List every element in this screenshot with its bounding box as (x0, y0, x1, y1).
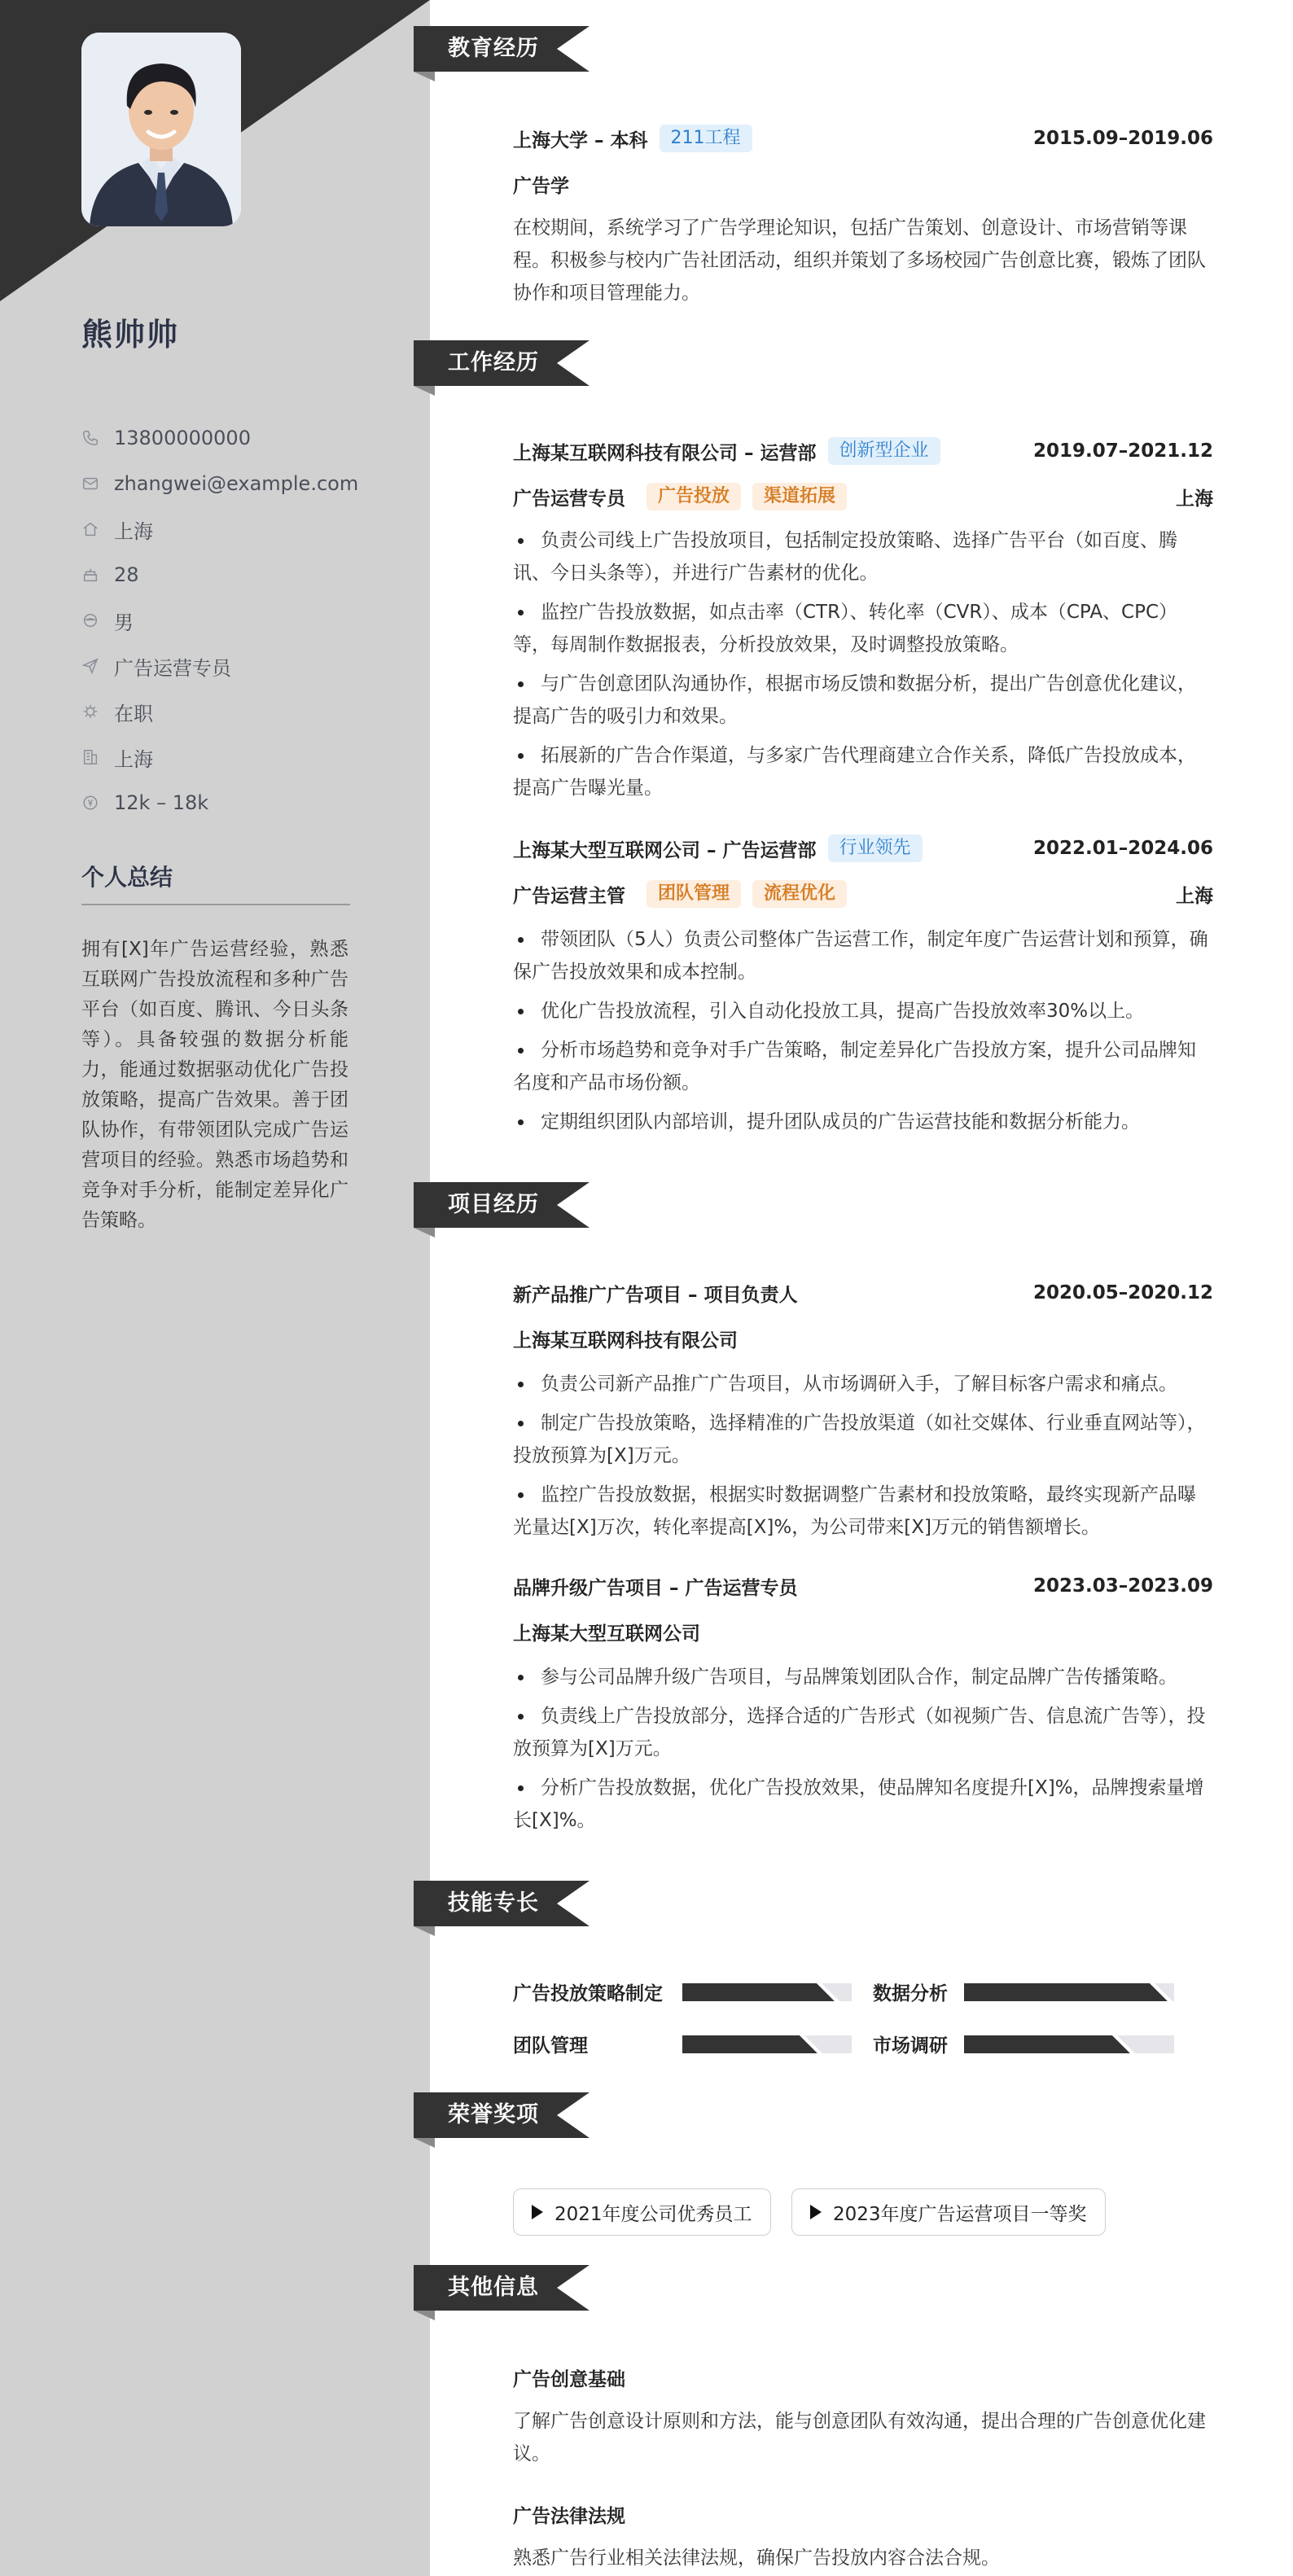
role-tag: 团队管理 (646, 880, 741, 908)
contact-position (81, 643, 358, 689)
contact-address (81, 506, 358, 552)
contact-value: 13800000000 (114, 427, 251, 449)
list-item: 拓展新的广告合作渠道，与多家广告代理商建立合作关系，降低广告投放成本，提高广告曝光量。 (513, 739, 1213, 804)
list-item: 分析市场趋势和竞争对手广告策略，制定差异化广告投放方案，提升公司品牌知名度和产品市场份额。 (513, 1034, 1213, 1099)
project-period: 2023.03–2023.09 (1032, 1575, 1213, 1597)
project-period: 2020.05–2020.12 (1032, 1282, 1213, 1303)
candidate-name: 熊帅帅 (81, 317, 180, 353)
list-item: 制定广告投放策略，选择精准的广告投放渠道（如社交媒体、行业垂直网站等），投放预算为[X]万元。 (513, 1407, 1213, 1472)
contact-city (81, 734, 358, 780)
work-city: 上海 (1176, 488, 1213, 510)
list-item: 监控广告投放数据，根据实时数据调整广告素材和投放策略，最终实现新产品曝光量达[X]万次，转化率提高[X]%，为公司带来[X]万元的销售额增长。 (513, 1479, 1213, 1544)
section-heading-projects (414, 1182, 590, 1228)
other-item-title-row (513, 2499, 1213, 2529)
skill-name: 广告投放策略制定 (513, 1983, 663, 2004)
company-name: 上海某大型互联网公司 – 广告运营部 (513, 839, 817, 861)
skill-name: 市场调研 (873, 2035, 948, 2057)
work-period: 2022.01–2024.06 (1032, 838, 1213, 859)
award-badge (791, 2188, 1106, 2236)
award-title: 2023年度广告运营项目一等奖 (833, 2203, 1087, 2225)
list-item: 监控广告投放数据，如点击率（CTR）、转化率（CVR）、成本（CPA、CPC）等，每周制作数据报表，分析投放效果，及时调整投放策略。 (513, 596, 1213, 661)
section-heading-awards (414, 2092, 590, 2138)
cake-icon (81, 566, 99, 584)
company-tag: 创新型企业 (828, 437, 940, 465)
list-item: 负责公司新产品推广广告项目，从市场调研入手，了解目标客户需求和痛点。 (513, 1368, 1213, 1400)
skill-level-fill (964, 1983, 1174, 2001)
contact-status (81, 689, 358, 734)
project-company: 上海某互联网科技有限公司 (513, 1330, 738, 1352)
skill-level-fill (682, 1983, 852, 2001)
skill-name: 团队管理 (513, 2035, 588, 2057)
mail-icon (81, 475, 99, 493)
play-icon (532, 2205, 543, 2219)
contact-value: 在职 (114, 702, 153, 725)
company-name: 上海某互联网科技有限公司 – 运营部 (513, 442, 817, 464)
skill-level-bar (964, 2035, 1174, 2053)
other-item-title: 广告创意基础 (513, 2368, 625, 2390)
section-title: 其他信息 (448, 2275, 539, 2300)
section-title: 工作经历 (448, 350, 539, 375)
contact-gender (81, 598, 358, 643)
project-title: 新产品推广广告项目 – 项目负责人 (513, 1284, 798, 1306)
section-heading-other (414, 2265, 590, 2311)
other-item-title: 广告法律法规 (513, 2505, 625, 2527)
skill-level-bar (682, 2035, 852, 2053)
skill-level-bar (964, 1983, 1174, 2001)
skill-name: 数据分析 (873, 1983, 948, 2004)
education-period: 2015.09–2019.06 (1032, 128, 1213, 149)
work-header (513, 834, 1213, 863)
contact-value: 上海 (114, 747, 153, 771)
section-heading-work (414, 340, 590, 386)
home-icon (81, 520, 99, 538)
sidebar (0, 0, 430, 2576)
list-item: 定期组织团队内部培训，提升团队成员的广告运营技能和数据分析能力。 (513, 1106, 1213, 1138)
contact-value: 广告运营专员 (114, 656, 231, 680)
school-tag: 211工程 (660, 125, 752, 152)
education-major-row (513, 169, 1213, 199)
work-header (513, 436, 1213, 466)
section-title: 教育经历 (448, 36, 539, 61)
section-heading-skills (414, 1881, 590, 1926)
company-tag: 行业领先 (828, 835, 923, 862)
list-item: 参与公司品牌升级广告项目，与品牌策划团队合作，制定品牌广告传播策略。 (513, 1661, 1213, 1693)
education-description: 在校期间，系统学习了广告学理论知识，包括广告策划、创意设计、市场营销等课程。积极参与校内广告社团活动，组织并策划了多场校园广告创意比赛，锻炼了团队协作和项目管理能力。 (513, 217, 1206, 304)
work-role-row (513, 879, 1213, 909)
work-role-row (513, 482, 1213, 511)
skill-level-bar (682, 1983, 852, 2001)
gender-icon (81, 611, 99, 629)
award-badge (513, 2188, 771, 2236)
project-company-row (513, 1324, 1213, 1353)
project-bullets (513, 1368, 1213, 1550)
summary-title: 个人总结 (81, 864, 173, 891)
role-title: 广告运营主管 (513, 885, 625, 907)
role-tag: 广告投放 (646, 483, 741, 510)
contact-value: 28 (114, 563, 139, 586)
building-icon (81, 748, 99, 766)
section-title: 荣誉奖项 (448, 2102, 539, 2127)
work-period: 2019.07–2021.12 (1032, 440, 1213, 462)
other-item-description: 了解广告创意设计原则和方法，能与创意团队有效沟通，提出合理的广告创意优化建议。 (513, 2411, 1206, 2464)
contact-age (81, 552, 358, 598)
list-item: 带领团队（5人）负责公司整体广告运营工作，制定年度广告运营计划和预算，确保广告投放效果和成本控制。 (513, 923, 1213, 988)
profile-photo (81, 33, 241, 226)
contact-value: 上海 (114, 519, 153, 543)
project-company-row (513, 1617, 1213, 1646)
list-item: 负责公司线上广告投放项目，包括制定投放策略、选择广告平台（如百度、腾讯、今日头条等），并进行广告素材的优化。 (513, 524, 1213, 589)
list-item: 优化广告投放流程，引入自动化投放工具，提高广告投放效率30%以上。 (513, 995, 1213, 1027)
role-tag: 流程优化 (752, 880, 847, 908)
other-item-title-row (513, 2363, 1213, 2392)
summary-divider (81, 904, 350, 905)
section-title: 技能专长 (448, 1890, 539, 1916)
work-bullets (513, 923, 1213, 1145)
send-icon (81, 657, 99, 675)
list-item: 负责线上广告投放部分，选择合适的广告形式（如视频广告、信息流广告等），投放预算为[X]万元。 (513, 1700, 1213, 1765)
school-name: 上海大学 – 本科 (513, 129, 648, 151)
work-city: 上海 (1176, 885, 1213, 907)
list-item: 与广告创意团队沟通协作，根据市场反馈和数据分析，提出广告创意优化建议，提高广告的吸引力和效果。 (513, 668, 1213, 733)
work-bullets (513, 524, 1213, 811)
role-title: 广告运营专员 (513, 488, 625, 510)
project-header (513, 1571, 1213, 1601)
phone-icon (81, 429, 99, 447)
contact-salary (81, 780, 358, 826)
award-title: 2021年度公司优秀员工 (554, 2203, 752, 2225)
contact-phone (81, 415, 358, 461)
other-item-description: 熟悉广告行业相关法律法规，确保广告投放内容合法合规。 (513, 2548, 1000, 2569)
skill-level-fill (682, 2035, 852, 2053)
play-icon (810, 2205, 822, 2219)
contact-value: 12k – 18k (114, 791, 209, 814)
skill-level-fill (964, 2035, 1174, 2053)
contact-list (81, 415, 358, 826)
major: 广告学 (513, 175, 569, 197)
role-tag: 渠道拓展 (752, 483, 847, 510)
list-item: 分析广告投放数据，优化广告投放效果，使品牌知名度提升[X]%，品牌搜索量增长[X]%。 (513, 1772, 1213, 1837)
section-title: 项目经历 (448, 1192, 539, 1217)
salary-icon (81, 794, 99, 812)
project-title: 品牌升级广告项目 – 广告运营专员 (513, 1577, 798, 1599)
contact-email (81, 461, 358, 506)
status-icon (81, 703, 99, 721)
project-company: 上海某大型互联网公司 (513, 1623, 700, 1645)
contact-value: 男 (114, 611, 134, 634)
project-header (513, 1278, 1213, 1308)
contact-value: zhangwei@example.com (114, 472, 359, 495)
section-heading-education (414, 26, 590, 72)
project-bullets (513, 1661, 1213, 1843)
education-header (513, 124, 1213, 153)
summary-text: 拥有[X]年广告运营经验，熟悉互联网广告投放流程和多种广告平台（如百度、腾讯、今日头条等）。具备较强的数据分析能力，能通过数据驱动优化广告投放策略，提高广告效果。善于团队协作，有带领团队完成广告运营项目的经验。熟悉市场趋势和竞争对手分析，能制定差异化广告策略。 (81, 939, 348, 1231)
